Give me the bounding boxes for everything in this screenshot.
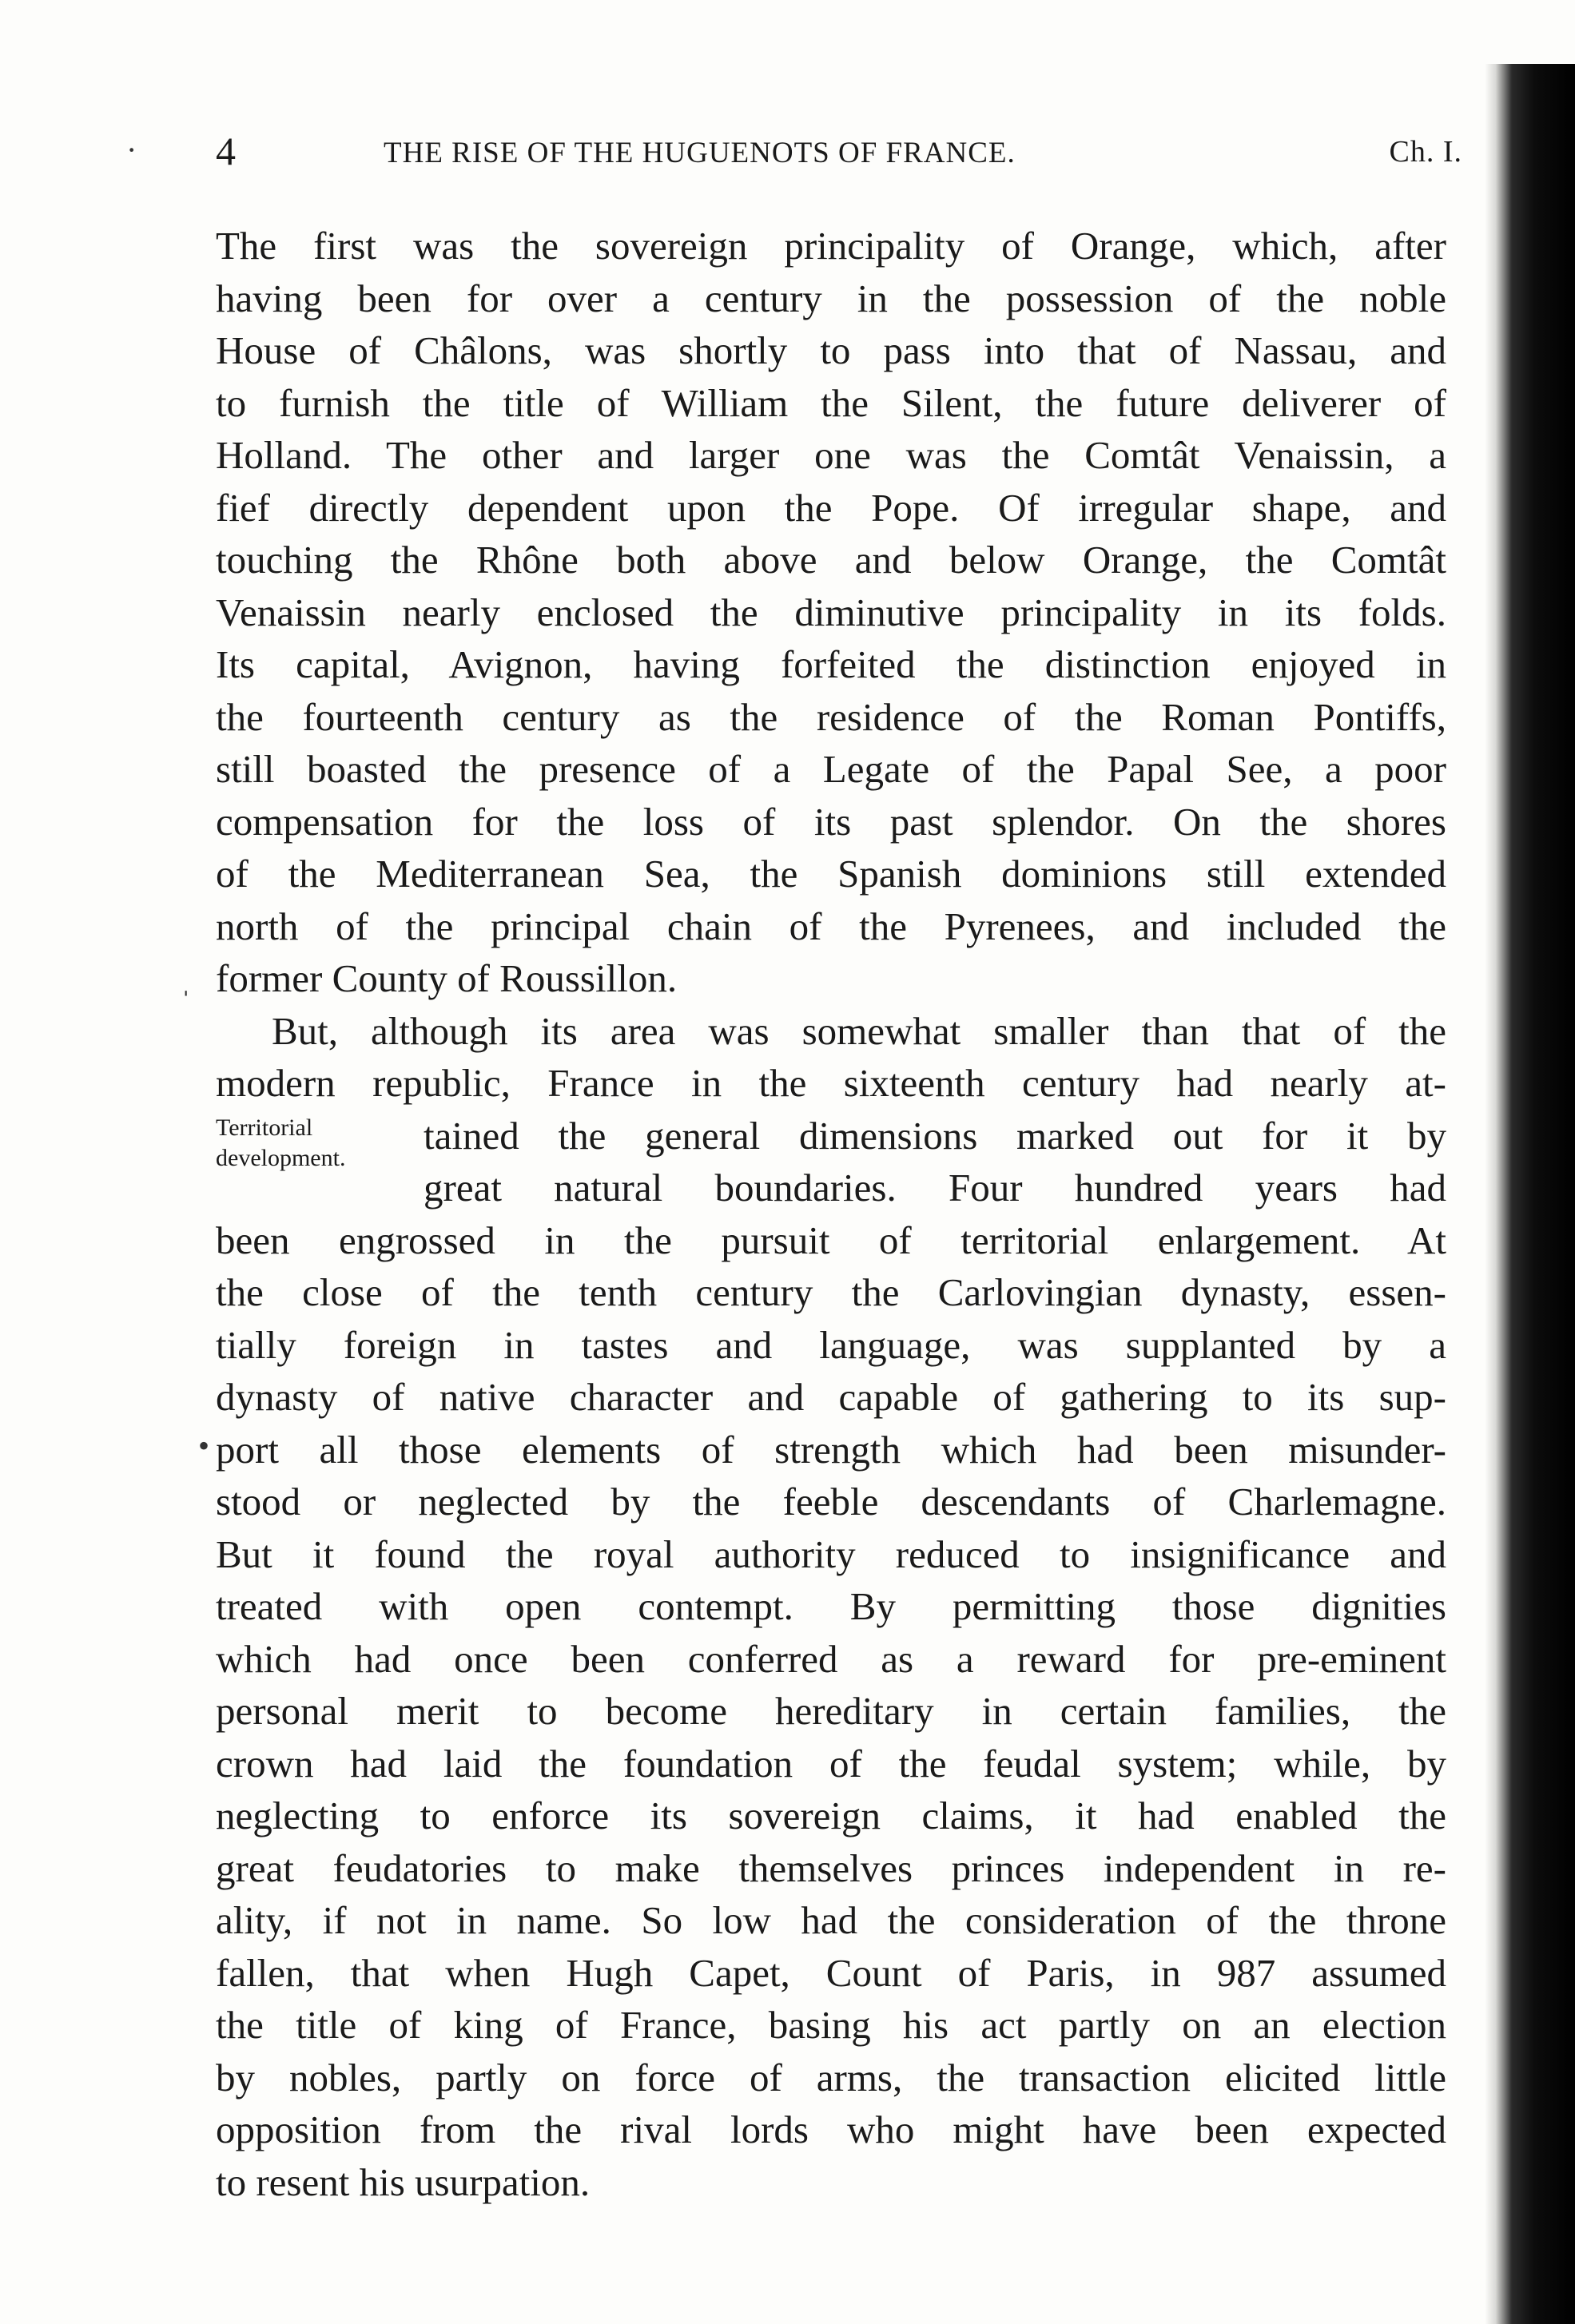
text-line: been engrossed in the pursuit of territorial enlargement. At: [216, 1218, 1446, 1262]
text-line: to resent his usurpation.: [216, 2159, 591, 2204]
text-line: to furnish the title of William the Silent, the future deliverer of: [216, 380, 1446, 425]
text-line: which had once been conferred as a reward for pre-eminent: [216, 1636, 1446, 1681]
stray-bullet-mark: •: [198, 1428, 210, 1464]
stray-tick-mark: ˌ: [181, 960, 192, 996]
text-line: tially foreign in tastes and language, was supplanted by a: [216, 1322, 1446, 1367]
text-line: crown had laid the foundation of the feudal system; while, by: [216, 1741, 1446, 1786]
text-line: fallen, that when Hugh Capet, Count of Paris, in 987 assumed: [216, 1950, 1446, 1995]
text-line: the close of the tenth century the Carlovingian dynasty, essen-: [216, 1270, 1446, 1314]
text-line: former County of Roussillon.: [216, 956, 678, 1000]
text-line: personal merit to become hereditary in certain families, the: [216, 1689, 1446, 1733]
text-line: by nobles, partly on force of arms, the transaction elicited little: [216, 2055, 1446, 2100]
text-line: ality, if not in name. So low had the consideration of the throne: [216, 1898, 1446, 1942]
margin-note-line: development.: [216, 1145, 346, 1171]
text-line: the fourteenth century as the residence of the Roman Pontiffs,: [216, 694, 1446, 739]
text-line: Venaissin nearly enclosed the diminutive principality in its folds.: [216, 590, 1446, 634]
paragraph-2: [216, 1005, 1446, 2209]
text-line: House of Châlons, was shortly to pass into that of Nassau, and: [216, 328, 1446, 372]
text-line: treated with open contempt. By permitting those dignities: [216, 1584, 1446, 1628]
text-line: of the Mediterranean Sea, the Spanish dominions still extended: [216, 852, 1446, 896]
binding-shadow: [1485, 64, 1575, 2324]
text-line: stood or neglected by the feeble descendants of Charlemagne.: [216, 1480, 1446, 1524]
text-line: modern republic, France in the sixteenth century had nearly at-: [216, 1061, 1446, 1105]
page-number: 4: [216, 129, 236, 173]
text-line: the title of king of France, basing his act partly on an election: [216, 2003, 1446, 2047]
text-line: fief directly dependent upon the Pope. Of irregular shape, and: [216, 485, 1446, 530]
text-line: opposition from the rival lords who might have been expected: [216, 2107, 1446, 2151]
text-line: touching the Rhône both above and below Orange, the Comtât: [216, 538, 1446, 582]
body-text: [216, 220, 1446, 2208]
chapter-reference: Ch. I.: [1389, 135, 1462, 169]
text-line: north of the principal chain of the Pyrenees, and included the: [216, 904, 1446, 948]
paragraph-1: [216, 220, 1446, 1005]
text-line: port all those elements of strength which had been misunder-: [216, 1427, 1446, 1472]
running-title: THE RISE OF THE HUGUENOTS OF FRANCE.: [384, 137, 1016, 169]
text-line: having been for over a century in the possession of the noble: [216, 276, 1446, 320]
text-line: The first was the sovereign principality of Orange, which, after: [216, 224, 1446, 268]
text-line: great feudatories to make themselves princes independent in re-: [216, 1845, 1446, 1890]
text-line: tained the general dimensions marked out for it by: [424, 1113, 1446, 1158]
text-line: But it found the royal authority reduced to insignificance and: [216, 1531, 1446, 1576]
text-line: great natural boundaries. Four hundred years had: [424, 1166, 1446, 1210]
running-head: [216, 128, 1462, 176]
text-line: compensation for the loss of its past splendor. On the shores: [216, 799, 1446, 844]
text-line: But, although its area was somewhat smaller than that of the: [272, 1008, 1446, 1053]
text-line: dynasty of native character and capable of gathering to its sup-: [216, 1375, 1446, 1419]
text-line: neglecting to enforce its sovereign claims, it had enabled the: [216, 1794, 1446, 1837]
text-line: Holland. The other and larger one was the Comtât Venaissin, a: [216, 433, 1446, 477]
margin-note-line: Territorial: [216, 1114, 313, 1141]
stray-dot-mark: ·: [126, 132, 137, 168]
text-line: Its capital, Avignon, having forfeited the distinction enjoyed in: [216, 642, 1446, 686]
text-line: still boasted the presence of a Legate of the Papal See, a poor: [216, 747, 1446, 791]
